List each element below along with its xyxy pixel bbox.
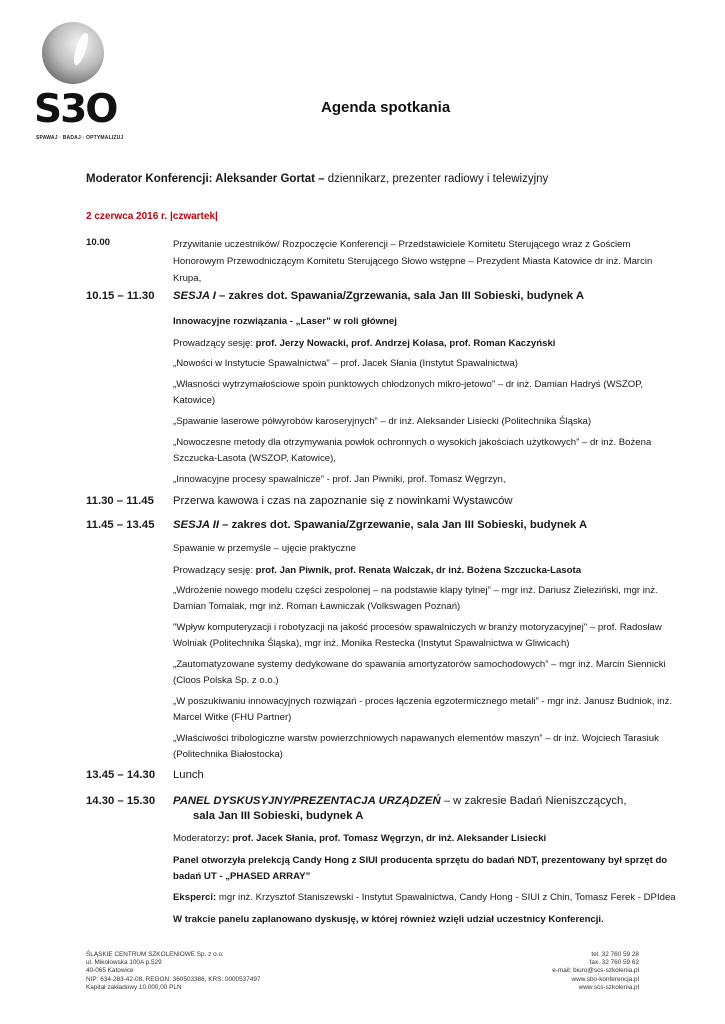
agenda-text: Lunch: [173, 769, 204, 781]
talk-item: „Nowości w Instytucie Spawalnictwa” – prof. Jacek Słania (Instytut Spawalnictwa): [173, 358, 518, 369]
panel-name: PANEL DYSKUSYJNY/PREZENTACJA URZĄDZEŃ: [173, 795, 441, 807]
talk-item: „Nowoczesne metody dla otrzymywania powłok ochronnych o wysokich jakościach użytkowych” – dr inż. Bożena Szczucka-Lasota (WSZOP, Katowice),: [173, 437, 652, 464]
agenda-time: 11.30 – 11.45: [86, 495, 154, 507]
moderator-desc: dziennikarz, prezenter radiowy i telewizyjny: [324, 173, 549, 185]
talk-item: „Własności wytrzymałościowe spoin punktowych chłodzonych mikro-jetowo” – dr inż. Damian Hadryś (WSZOP, Katowice): [173, 379, 644, 406]
footer-contact: [552, 951, 639, 992]
footer-phone: tel. 32 760 59 28: [591, 951, 639, 958]
footer-company: [86, 951, 260, 992]
session-heading: [173, 290, 584, 302]
footer-line: Kapitał zakładowy 10.000,00 PLN: [86, 983, 182, 991]
footer-line: NIP: 634-283-42-08, REGON: 360503386, KRS: 0000537497: [86, 975, 261, 983]
footer-email[interactable]: e-mail: biuro@scs-szkolenia.pl: [552, 967, 639, 975]
footer-website-link[interactable]: www.scs-szkolenia.pl: [578, 983, 639, 991]
session-chairs: [173, 563, 683, 579]
session-name: SESJA I: [173, 290, 216, 302]
session-desc: – zakres dot. Spawania/Zgrzewanie, sala Jan III Sobieski, budynek A: [219, 519, 588, 531]
talk-item: „Właściwości tribologiczne warstw powierzchniowych napawanych elementów maszyn” – dr inż. Wojciech Tarasiuk (Politechnika Białostocka): [173, 733, 659, 760]
footer-fax: fax. 32 760 59 62: [589, 959, 639, 967]
panel-moderators: [173, 831, 683, 847]
agenda-time: 11.45 – 13.45: [86, 519, 155, 531]
session-subtitle: Spawanie w przemyśle – ujęcie praktyczne: [173, 543, 356, 554]
experts-names: mgr inż. Krzysztof Staniszewski - Instytut Spawalnictwa, Candy Hong - SIUI z Chin, Tomasz Ferek - DPIdea: [216, 892, 676, 903]
session-desc: – zakres dot. Spawania/Zgrzewania, sala Jan III Sobieski, budynek A: [215, 290, 585, 302]
chairs-names: prof. Jan Piwnik, prof. Renata Walczak, dr inż. Bożena Szczucka-Lasota: [255, 565, 582, 576]
footer-line: ul. Mikołowska 100A p.529: [86, 959, 162, 967]
talk-item: "Wpływ komputeryzacji i robotyzacji na jakość procesów spawalniczych w branży motoryzacyjnej" – prof. Radosław Wolniak (Politechnika Śląska), mgr inż. Monika Restecka (Instytut Spawalnictwa w Gliwicach): [173, 622, 662, 649]
chairs-label: Prowadzący sesję:: [173, 338, 256, 349]
chairs-label: Prowadzący sesję:: [173, 565, 256, 576]
agenda-time: 13.45 – 14.30: [86, 769, 156, 781]
agenda-time: 10.00: [86, 237, 111, 248]
talk-item: „Wdrożenie nowego modelu części zespolonej – na podstawie klapy tylnej” – mgr inż. Dariusz Zieleziński, mgr inż. Damian Tomalak, mgr inż. Roman Ławniczak (Volkswagen Poznań): [173, 585, 658, 612]
talk-item: „Spawanie laserowe półwyrobów karoseryjnych” – dr inż. Aleksander Lisiecki (Politechnika Śląska): [173, 416, 592, 427]
talk-item: „W poszukiwaniu innowacyjnych rozwiązań - proces łączenia egzotermicznego metali” - mgr inż. Janusz Budniok, inż. Marcel Witke (FHU Partner): [173, 696, 673, 723]
globe-icon: [42, 22, 104, 84]
panel-location: sala Jan III Sobieski, budynek A: [193, 810, 364, 822]
session-heading: [173, 519, 587, 531]
session-name: SESJA II: [173, 519, 220, 531]
footer-line: ŚLĄSKIE CENTRUM SZKOLENIOWE Sp. z o.o.: [86, 951, 224, 958]
footer-website-link[interactable]: www.sbo-konferencja.pl: [571, 975, 639, 983]
session-chairs: [173, 336, 683, 352]
moderators-names: : prof. Jacek Słania, prof. Tomasz Węgrzyn, dr inż. Aleksander Lisiecki: [226, 833, 547, 844]
agenda-text: Przywitanie uczestników/ Rozpoczęcie Konferencji – Przedstawiciele Komitetu Sterującego wraz z Gościem Honorowym Przewodniczącym Komitetu Sterującego Słowo wstępne – Prezydent Miasta Katowice dr inż. Marcin Krupa,: [173, 239, 653, 284]
agenda-text: Przerwa kawowa i czas na zapoznanie się z nowinkami Wystawców: [173, 495, 513, 507]
agenda-time: 14.30 – 15.30: [86, 795, 156, 807]
moderators-label: Moderatorzy: [173, 833, 227, 844]
footer-line: 40-065 Katowice: [86, 967, 134, 975]
talk-item: „Zautomatyzowane systemy dedykowane do spawania amortyzatorów samochodowych” – mgr inż. Marcin Siennicki (Cloos Polska Sp. z o.o.): [173, 659, 666, 686]
moderator-line: [86, 173, 548, 185]
panel-closing: W trakcie panelu zaplanowano dyskusję, w której również wzięli udział uczestnicy Konferencji.: [173, 914, 604, 925]
session-subtitle: Innowacyjne rozwiązania - „Laser” w roli głównej: [173, 316, 397, 327]
logo-tagline: SPAWAJ · BADAJ · OPTYMALIZUJ: [36, 135, 124, 141]
logo-wordmark: S3O: [34, 87, 117, 132]
page-title: Agenda spotkania: [321, 99, 451, 116]
talk-item: „Innowacyjne procesy spawalnicze” - prof. Jan Piwniki, prof. Tomasz Węgrzyn,: [173, 474, 506, 485]
event-date: 2 czerwca 2016 r. |czwartek|: [86, 211, 218, 222]
panel-heading: [173, 795, 626, 807]
experts-label: Eksperci:: [173, 892, 217, 903]
panel-note: Panel otworzyła prelekcją Candy Hong z SIUI producenta sprzętu do badań NDT, prezentowany był sprzęt do badań UT - „PHASED ARRAY”: [173, 855, 668, 882]
company-logo: [28, 20, 124, 141]
agenda-time: 10.15 – 11.30: [86, 290, 155, 302]
panel-experts: [173, 890, 683, 906]
panel-desc: – w zakresie Badań Nieniszczących,: [440, 795, 627, 807]
moderator-label: Moderator Konferencji: Aleksander Gortat –: [86, 173, 325, 185]
chairs-names: prof. Jerzy Nowacki, prof. Andrzej Kolasa, prof. Roman Kaczyński: [255, 338, 556, 349]
